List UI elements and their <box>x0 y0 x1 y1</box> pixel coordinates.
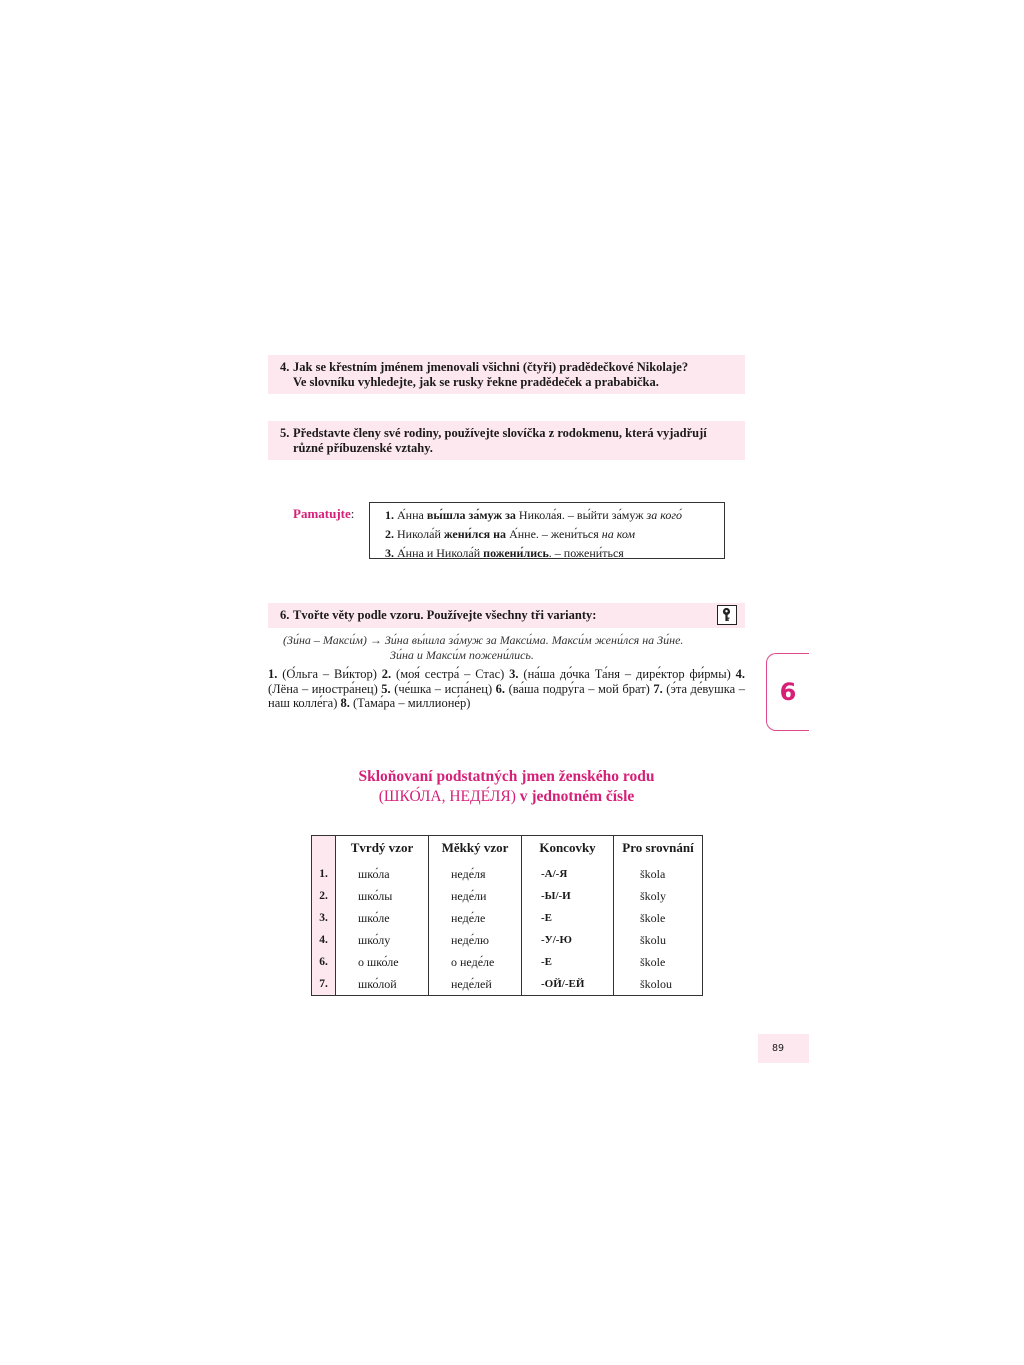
czech-comparison: školy <box>614 885 703 907</box>
ending: -Е <box>522 951 614 973</box>
table-row <box>312 885 703 907</box>
case-number: 2. <box>312 885 336 907</box>
table-row <box>312 973 703 996</box>
table-row <box>312 951 703 973</box>
page-number: 89 <box>758 1034 809 1063</box>
hard-form: шко́лы <box>336 885 429 907</box>
soft-form: неде́ле <box>429 907 522 929</box>
table-row <box>312 907 703 929</box>
task-5 <box>268 421 745 460</box>
hard-form: шко́ла <box>336 860 429 885</box>
soft-form: о неде́ле <box>429 951 522 973</box>
task-text-continued: různé příbuzenské vztahy. <box>293 441 433 455</box>
ending: -А/-Я <box>522 860 614 885</box>
ending: -Ы/-И <box>522 885 614 907</box>
czech-comparison: školou <box>614 973 703 996</box>
ending: -Е <box>522 907 614 929</box>
case-number: 3. <box>312 907 336 929</box>
table-row <box>312 860 703 885</box>
table-header-row <box>312 836 703 861</box>
hard-form: шко́ле <box>336 907 429 929</box>
czech-comparison: škola <box>614 860 703 885</box>
column-header: Měkký vzor <box>429 836 522 861</box>
remember-label: Pamatujte: <box>293 506 355 521</box>
case-number: 4. <box>312 929 336 951</box>
soft-form: неде́лю <box>429 929 522 951</box>
example-sentence: (Зи́на – Макси́м) → Зи́на вы́шла за́муж за Макси́ма. Макси́м жени́лся на Зи́не. Зи́на и Макси́м пожени́лись. <box>283 633 684 662</box>
key-icon <box>717 605 737 625</box>
column-header: Koncovky <box>522 836 614 861</box>
remember-box <box>369 502 725 559</box>
task-4 <box>268 355 745 394</box>
task-number: 6. <box>280 608 290 622</box>
soft-form: неде́ли <box>429 885 522 907</box>
remember-rule-1: 1. А́нна вы́шла за́муж за Никола́я. – вы́йти за́муж за кого́ <box>385 508 683 522</box>
remember-rule-3: 3. А́нна и Никола́й пожени́лись. – пожени́ться <box>385 546 624 560</box>
czech-comparison: škole <box>614 907 703 929</box>
case-number: 1. <box>312 860 336 885</box>
case-number: 6. <box>312 951 336 973</box>
ending: -У/-Ю <box>522 929 614 951</box>
czech-comparison: školu <box>614 929 703 951</box>
hard-form: шко́лу <box>336 929 429 951</box>
task-text: Představte členy své rodiny, používejte slovíčka z rodokmenu, která vyjadřují <box>293 426 707 440</box>
declension-table <box>311 835 703 996</box>
hard-form: о шко́ле <box>336 951 429 973</box>
remember-rule-2: 2. Никола́й жени́лся на А́нне. – жени́ться на ком <box>385 527 636 541</box>
column-header: Tvrdý vzor <box>336 836 429 861</box>
hard-form: шко́лой <box>336 973 429 996</box>
section-title: Skloňovaní podstatných jmen ženského rodu (ШКО́ЛА, НЕДЕ́ЛЯ) v jednotném čísle <box>358 768 655 805</box>
task-text: Tvořte věty podle vzoru. Používejte všechny tři varianty: <box>293 608 597 622</box>
exercise-items: 1. (О́льга – Ви́ктор) 2. (моя́ сестра́ – Стас) 3. (на́ша до́чка Та́ня – дире́ктор фи́рмы) 4. (Лёна – иностра́нец) 5. (че́шка – испа́нец) 6. (ва́ша подру́га – мой брат) 7. (э́та де́вушка – наш колле́га) 8. (Тама́ра – миллионе́р) <box>268 667 746 711</box>
case-number: 7. <box>312 973 336 996</box>
table-row <box>312 929 703 951</box>
soft-form: неде́ля <box>429 860 522 885</box>
ending: -ОЙ/-ЕЙ <box>522 973 614 996</box>
task-number: 4. <box>280 360 290 374</box>
soft-form: неде́лей <box>429 973 522 996</box>
task-text-continued: Ve slovníku vyhledejte, jak se rusky řekne pradědeček a prababička. <box>293 375 659 389</box>
task-text: Jak se křestním jménem jmenovali všichni (čtyři) pradědečkové Nikolaje? <box>293 360 689 374</box>
column-header: Pro srovnání <box>614 836 703 861</box>
case-header <box>312 836 336 861</box>
task-6 <box>268 603 745 628</box>
task-number: 5. <box>280 426 290 440</box>
czech-comparison: škole <box>614 951 703 973</box>
chapter-tab: 6 <box>766 653 809 731</box>
